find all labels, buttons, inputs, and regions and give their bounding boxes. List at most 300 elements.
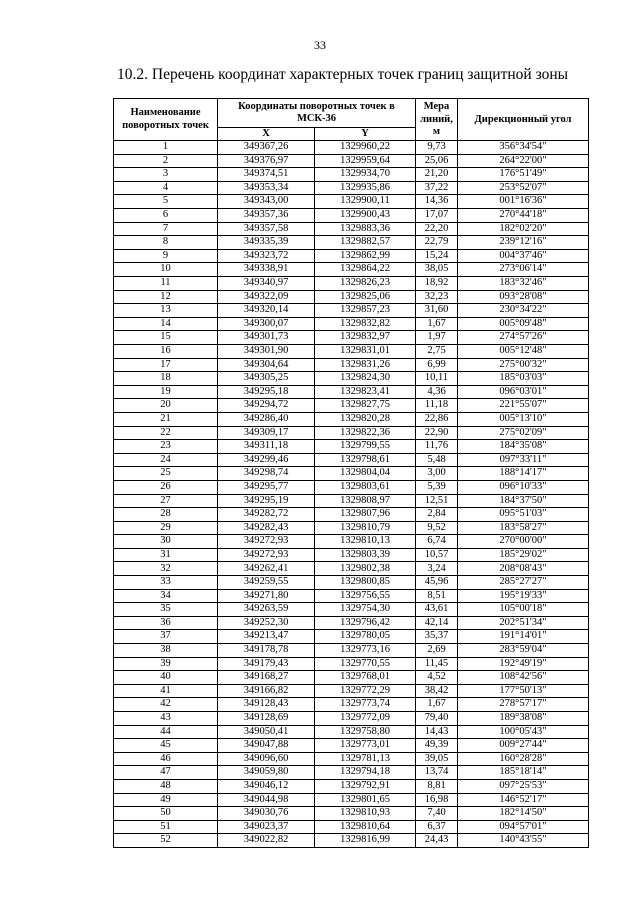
line-measure-cell: 1,97 [416, 331, 458, 345]
x-coordinate-cell: 349272,93 [218, 548, 315, 562]
direction-angle-cell: 202°51'34" [458, 616, 589, 630]
line-measure-cell: 8,81 [416, 779, 458, 793]
table-body [114, 141, 589, 848]
point-number-cell: 11 [114, 277, 218, 291]
table-row [114, 480, 589, 494]
x-coordinate-cell: 349320,14 [218, 304, 315, 318]
line-measure-cell: 9,52 [416, 521, 458, 535]
line-measure-cell: 37,22 [416, 181, 458, 195]
x-coordinate-cell: 349304,64 [218, 358, 315, 372]
direction-angle-cell: 285°27'27" [458, 576, 589, 590]
direction-angle-cell: 185°03'03" [458, 372, 589, 386]
y-coordinate-cell: 1329792,91 [315, 779, 416, 793]
direction-angle-cell: 177°50'13" [458, 684, 589, 698]
line-measure-cell: 13,74 [416, 766, 458, 780]
y-coordinate-cell: 1329770,55 [315, 657, 416, 671]
line-measure-cell: 42,14 [416, 616, 458, 630]
point-number-cell: 12 [114, 290, 218, 304]
direction-angle-cell: 356°34'54" [458, 141, 589, 155]
y-coordinate-cell: 1329832,97 [315, 331, 416, 345]
y-coordinate-cell: 1329810,13 [315, 535, 416, 549]
line-measure-cell: 38,42 [416, 684, 458, 698]
direction-angle-cell: 230°34'22" [458, 304, 589, 318]
table-row [114, 344, 589, 358]
point-number-cell: 16 [114, 344, 218, 358]
point-number-cell: 31 [114, 548, 218, 562]
y-coordinate-cell: 1329864,22 [315, 263, 416, 277]
point-number-cell: 44 [114, 725, 218, 739]
x-coordinate-cell: 349357,58 [218, 222, 315, 236]
y-coordinate-cell: 1329773,74 [315, 698, 416, 712]
x-coordinate-cell: 349367,26 [218, 141, 315, 155]
x-coordinate-cell: 349374,51 [218, 168, 315, 182]
line-measure-cell: 10,11 [416, 372, 458, 386]
table-row [114, 304, 589, 318]
x-coordinate-cell: 349376,97 [218, 154, 315, 168]
point-number-cell: 30 [114, 535, 218, 549]
header-x: X [218, 128, 315, 141]
y-coordinate-cell: 1329756,55 [315, 589, 416, 603]
table-row [114, 385, 589, 399]
direction-angle-cell: 001°16'36" [458, 195, 589, 209]
line-measure-cell: 3,00 [416, 467, 458, 481]
x-coordinate-cell: 349272,93 [218, 535, 315, 549]
direction-angle-cell: 275°02'09" [458, 426, 589, 440]
line-measure-cell: 14,36 [416, 195, 458, 209]
x-coordinate-cell: 349178,78 [218, 644, 315, 658]
x-coordinate-cell: 349300,07 [218, 317, 315, 331]
point-number-cell: 3 [114, 168, 218, 182]
y-coordinate-cell: 1329823,41 [315, 385, 416, 399]
point-number-cell: 18 [114, 372, 218, 386]
x-coordinate-cell: 349030,76 [218, 807, 315, 821]
x-coordinate-cell: 349311,18 [218, 440, 315, 454]
x-coordinate-cell: 349286,40 [218, 412, 315, 426]
x-coordinate-cell: 349353,34 [218, 181, 315, 195]
point-number-cell: 17 [114, 358, 218, 372]
point-number-cell: 36 [114, 616, 218, 630]
x-coordinate-cell: 349305,25 [218, 372, 315, 386]
table-row [114, 834, 589, 848]
header-point-name: Наименование поворотных точек [114, 99, 218, 141]
table-row [114, 548, 589, 562]
y-coordinate-cell: 1329796,42 [315, 616, 416, 630]
table-row [114, 181, 589, 195]
table-row [114, 779, 589, 793]
line-measure-cell: 31,60 [416, 304, 458, 318]
line-measure-cell: 1,67 [416, 698, 458, 712]
direction-angle-cell: 239°12'16" [458, 236, 589, 250]
direction-angle-cell: 105°00'18" [458, 603, 589, 617]
line-measure-cell: 5,39 [416, 480, 458, 494]
y-coordinate-cell: 1329781,13 [315, 752, 416, 766]
direction-angle-cell: 270°00'00" [458, 535, 589, 549]
line-measure-cell: 18,92 [416, 277, 458, 291]
x-coordinate-cell: 349282,43 [218, 521, 315, 535]
table-row [114, 426, 589, 440]
line-measure-cell: 7,40 [416, 807, 458, 821]
point-number-cell: 1 [114, 141, 218, 155]
line-measure-cell: 39,05 [416, 752, 458, 766]
y-coordinate-cell: 1329810,79 [315, 521, 416, 535]
line-measure-cell: 1,67 [416, 317, 458, 331]
x-coordinate-cell: 349263,59 [218, 603, 315, 617]
table-row [114, 644, 589, 658]
table-row [114, 141, 589, 155]
table-row [114, 440, 589, 454]
table-row [114, 249, 589, 263]
point-number-cell: 13 [114, 304, 218, 318]
direction-angle-cell: 182°14'50" [458, 807, 589, 821]
y-coordinate-cell: 1329831,26 [315, 358, 416, 372]
x-coordinate-cell: 349059,80 [218, 766, 315, 780]
direction-angle-cell: 189°38'08" [458, 712, 589, 726]
direction-angle-cell: 146°52'17" [458, 793, 589, 807]
x-coordinate-cell: 349168,27 [218, 671, 315, 685]
point-number-cell: 40 [114, 671, 218, 685]
direction-angle-cell: 264°22'00" [458, 154, 589, 168]
table-row [114, 453, 589, 467]
x-coordinate-cell: 349046,12 [218, 779, 315, 793]
point-number-cell: 19 [114, 385, 218, 399]
x-coordinate-cell: 349295,18 [218, 385, 315, 399]
table-row [114, 290, 589, 304]
x-coordinate-cell: 349335,39 [218, 236, 315, 250]
direction-angle-cell: 185°18'14" [458, 766, 589, 780]
y-coordinate-cell: 1329822,36 [315, 426, 416, 440]
direction-angle-cell: 096°03'01" [458, 385, 589, 399]
y-coordinate-cell: 1329857,23 [315, 304, 416, 318]
direction-angle-cell: 094°57'01" [458, 820, 589, 834]
header-direction-angle: Дирекционный угол [458, 99, 589, 141]
point-number-cell: 52 [114, 834, 218, 848]
table-row [114, 154, 589, 168]
x-coordinate-cell: 349271,80 [218, 589, 315, 603]
y-coordinate-cell: 1329799,55 [315, 440, 416, 454]
point-number-cell: 38 [114, 644, 218, 658]
point-number-cell: 29 [114, 521, 218, 535]
line-measure-cell: 11,18 [416, 399, 458, 413]
line-measure-cell: 17,07 [416, 209, 458, 223]
x-coordinate-cell: 349322,09 [218, 290, 315, 304]
table-row [114, 467, 589, 481]
point-number-cell: 34 [114, 589, 218, 603]
y-coordinate-cell: 1329773,16 [315, 644, 416, 658]
y-coordinate-cell: 1329773,01 [315, 739, 416, 753]
y-coordinate-cell: 1329802,38 [315, 562, 416, 576]
direction-angle-cell: 096°10'33" [458, 480, 589, 494]
table-row [114, 725, 589, 739]
line-measure-cell: 21,20 [416, 168, 458, 182]
table-row [114, 603, 589, 617]
y-coordinate-cell: 1329832,82 [315, 317, 416, 331]
point-number-cell: 10 [114, 263, 218, 277]
direction-angle-cell: 183°32'46" [458, 277, 589, 291]
point-number-cell: 45 [114, 739, 218, 753]
y-coordinate-cell: 1329862,99 [315, 249, 416, 263]
point-number-cell: 26 [114, 480, 218, 494]
direction-angle-cell: 160°28'28" [458, 752, 589, 766]
table-row [114, 739, 589, 753]
x-coordinate-cell: 349213,47 [218, 630, 315, 644]
table-row [114, 766, 589, 780]
line-measure-cell: 2,69 [416, 644, 458, 658]
point-number-cell: 8 [114, 236, 218, 250]
y-coordinate-cell: 1329800,85 [315, 576, 416, 590]
x-coordinate-cell: 349323,72 [218, 249, 315, 263]
direction-angle-cell: 283°59'04" [458, 644, 589, 658]
x-coordinate-cell: 349047,88 [218, 739, 315, 753]
table-row [114, 195, 589, 209]
y-coordinate-cell: 1329831,01 [315, 344, 416, 358]
direction-angle-cell: 195°19'33" [458, 589, 589, 603]
x-coordinate-cell: 349259,55 [218, 576, 315, 590]
line-measure-cell: 16,98 [416, 793, 458, 807]
point-number-cell: 28 [114, 508, 218, 522]
point-number-cell: 20 [114, 399, 218, 413]
point-number-cell: 23 [114, 440, 218, 454]
table-row [114, 698, 589, 712]
x-coordinate-cell: 349295,19 [218, 494, 315, 508]
x-coordinate-cell: 349343,00 [218, 195, 315, 209]
x-coordinate-cell: 349301,90 [218, 344, 315, 358]
direction-angle-cell: 009°27'44" [458, 739, 589, 753]
line-measure-cell: 22,90 [416, 426, 458, 440]
x-coordinate-cell: 349301,73 [218, 331, 315, 345]
line-measure-cell: 10,57 [416, 548, 458, 562]
line-measure-cell: 12,51 [416, 494, 458, 508]
y-coordinate-cell: 1329935,86 [315, 181, 416, 195]
point-number-cell: 41 [114, 684, 218, 698]
x-coordinate-cell: 349282,72 [218, 508, 315, 522]
line-measure-cell: 15,24 [416, 249, 458, 263]
table-row [114, 508, 589, 522]
direction-angle-cell: 100°05'43" [458, 725, 589, 739]
point-number-cell: 42 [114, 698, 218, 712]
direction-angle-cell: 188°14'17" [458, 467, 589, 481]
direction-angle-cell: 183°58'27" [458, 521, 589, 535]
point-number-cell: 35 [114, 603, 218, 617]
x-coordinate-cell: 349299,46 [218, 453, 315, 467]
point-number-cell: 50 [114, 807, 218, 821]
point-number-cell: 9 [114, 249, 218, 263]
point-number-cell: 47 [114, 766, 218, 780]
table-row [114, 521, 589, 535]
header-coordinates: Координаты поворотных точек в МСК-36 [218, 99, 416, 128]
point-number-cell: 7 [114, 222, 218, 236]
coordinates-table [113, 98, 589, 848]
table-row [114, 209, 589, 223]
line-measure-cell: 24,43 [416, 834, 458, 848]
table-row [114, 684, 589, 698]
x-coordinate-cell: 349166,82 [218, 684, 315, 698]
y-coordinate-cell: 1329801,65 [315, 793, 416, 807]
table-row [114, 358, 589, 372]
direction-angle-cell: 005°13'10" [458, 412, 589, 426]
x-coordinate-cell: 349128,69 [218, 712, 315, 726]
line-measure-cell: 6,37 [416, 820, 458, 834]
point-number-cell: 48 [114, 779, 218, 793]
direction-angle-cell: 108°42'56" [458, 671, 589, 685]
point-number-cell: 24 [114, 453, 218, 467]
y-coordinate-cell: 1329959,64 [315, 154, 416, 168]
y-coordinate-cell: 1329808,97 [315, 494, 416, 508]
direction-angle-cell: 221°55'07" [458, 399, 589, 413]
y-coordinate-cell: 1329772,29 [315, 684, 416, 698]
table-row [114, 657, 589, 671]
direction-angle-cell: 097°33'11" [458, 453, 589, 467]
line-measure-cell: 5,48 [416, 453, 458, 467]
point-number-cell: 43 [114, 712, 218, 726]
y-coordinate-cell: 1329810,64 [315, 820, 416, 834]
point-number-cell: 5 [114, 195, 218, 209]
x-coordinate-cell: 349309,17 [218, 426, 315, 440]
x-coordinate-cell: 349179,43 [218, 657, 315, 671]
table-row [114, 616, 589, 630]
y-coordinate-cell: 1329772,09 [315, 712, 416, 726]
y-coordinate-cell: 1329826,23 [315, 277, 416, 291]
y-coordinate-cell: 1329807,96 [315, 508, 416, 522]
table-row [114, 399, 589, 413]
point-number-cell: 27 [114, 494, 218, 508]
table-row [114, 168, 589, 182]
direction-angle-cell: 182°02'20" [458, 222, 589, 236]
line-measure-cell: 35,37 [416, 630, 458, 644]
table-row [114, 589, 589, 603]
point-number-cell: 32 [114, 562, 218, 576]
table-row [114, 412, 589, 426]
y-coordinate-cell: 1329816,99 [315, 834, 416, 848]
x-coordinate-cell: 349022,82 [218, 834, 315, 848]
table-row [114, 494, 589, 508]
line-measure-cell: 11,45 [416, 657, 458, 671]
x-coordinate-cell: 349338,91 [218, 263, 315, 277]
table-row [114, 236, 589, 250]
table-row [114, 712, 589, 726]
line-measure-cell: 3,24 [416, 562, 458, 576]
direction-angle-cell: 208°08'43" [458, 562, 589, 576]
x-coordinate-cell: 349023,37 [218, 820, 315, 834]
x-coordinate-cell: 349298,74 [218, 467, 315, 481]
line-measure-cell: 6,74 [416, 535, 458, 549]
table-row [114, 535, 589, 549]
table-row [114, 317, 589, 331]
x-coordinate-cell: 349096,60 [218, 752, 315, 766]
table-row [114, 562, 589, 576]
direction-angle-cell: 185°29'02" [458, 548, 589, 562]
x-coordinate-cell: 349050,41 [218, 725, 315, 739]
x-coordinate-cell: 349357,36 [218, 209, 315, 223]
point-number-cell: 14 [114, 317, 218, 331]
y-coordinate-cell: 1329780,05 [315, 630, 416, 644]
x-coordinate-cell: 349044,98 [218, 793, 315, 807]
header-line-measure: Мера линий, м [416, 99, 458, 141]
y-coordinate-cell: 1329825,06 [315, 290, 416, 304]
direction-angle-cell: 273°06'14" [458, 263, 589, 277]
point-number-cell: 51 [114, 820, 218, 834]
line-measure-cell: 45,96 [416, 576, 458, 590]
direction-angle-cell: 095°51'03" [458, 508, 589, 522]
table-row [114, 576, 589, 590]
direction-angle-cell: 270°44'18" [458, 209, 589, 223]
y-coordinate-cell: 1329882,57 [315, 236, 416, 250]
y-coordinate-cell: 1329934,70 [315, 168, 416, 182]
line-measure-cell: 11,76 [416, 440, 458, 454]
table-row [114, 752, 589, 766]
line-measure-cell: 38,05 [416, 263, 458, 277]
section-heading: 10.2. Перечень координат характерных точек границ защитной зоны [117, 66, 569, 83]
direction-angle-cell: 093°28'08" [458, 290, 589, 304]
line-measure-cell: 9,73 [416, 141, 458, 155]
direction-angle-cell: 253°52'07" [458, 181, 589, 195]
x-coordinate-cell: 349340,97 [218, 277, 315, 291]
table-row [114, 630, 589, 644]
y-coordinate-cell: 1329758,80 [315, 725, 416, 739]
y-coordinate-cell: 1329804,04 [315, 467, 416, 481]
direction-angle-cell: 278°57'17" [458, 698, 589, 712]
y-coordinate-cell: 1329794,18 [315, 766, 416, 780]
point-number-cell: 15 [114, 331, 218, 345]
direction-angle-cell: 176°51'49" [458, 168, 589, 182]
direction-angle-cell: 005°09'48" [458, 317, 589, 331]
point-number-cell: 22 [114, 426, 218, 440]
direction-angle-cell: 005°12'48" [458, 344, 589, 358]
point-number-cell: 6 [114, 209, 218, 223]
x-coordinate-cell: 349262,41 [218, 562, 315, 576]
header-y: Y [315, 128, 416, 141]
point-number-cell: 25 [114, 467, 218, 481]
page-number: 33 [314, 38, 326, 52]
direction-angle-cell: 184°35'08" [458, 440, 589, 454]
direction-angle-cell: 140°43'55" [458, 834, 589, 848]
x-coordinate-cell: 349294,72 [218, 399, 315, 413]
point-number-cell: 39 [114, 657, 218, 671]
line-measure-cell: 2,75 [416, 344, 458, 358]
table-row [114, 222, 589, 236]
point-number-cell: 21 [114, 412, 218, 426]
line-measure-cell: 4,36 [416, 385, 458, 399]
line-measure-cell: 14,43 [416, 725, 458, 739]
line-measure-cell: 22,20 [416, 222, 458, 236]
table-row [114, 807, 589, 821]
y-coordinate-cell: 1329820,28 [315, 412, 416, 426]
table-row [114, 820, 589, 834]
table-row [114, 263, 589, 277]
table-row [114, 277, 589, 291]
line-measure-cell: 22,79 [416, 236, 458, 250]
y-coordinate-cell: 1329810,93 [315, 807, 416, 821]
direction-angle-cell: 004°37'46" [458, 249, 589, 263]
point-number-cell: 46 [114, 752, 218, 766]
point-number-cell: 49 [114, 793, 218, 807]
line-measure-cell: 4,52 [416, 671, 458, 685]
table-row [114, 671, 589, 685]
point-number-cell: 33 [114, 576, 218, 590]
x-coordinate-cell: 349252,30 [218, 616, 315, 630]
line-measure-cell: 22,86 [416, 412, 458, 426]
line-measure-cell: 2,84 [416, 508, 458, 522]
y-coordinate-cell: 1329768,01 [315, 671, 416, 685]
line-measure-cell: 25,06 [416, 154, 458, 168]
y-coordinate-cell: 1329900,11 [315, 195, 416, 209]
point-number-cell: 4 [114, 181, 218, 195]
y-coordinate-cell: 1329960,22 [315, 141, 416, 155]
line-measure-cell: 49,39 [416, 739, 458, 753]
point-number-cell: 37 [114, 630, 218, 644]
table-row [114, 331, 589, 345]
y-coordinate-cell: 1329754,30 [315, 603, 416, 617]
y-coordinate-cell: 1329827,75 [315, 399, 416, 413]
